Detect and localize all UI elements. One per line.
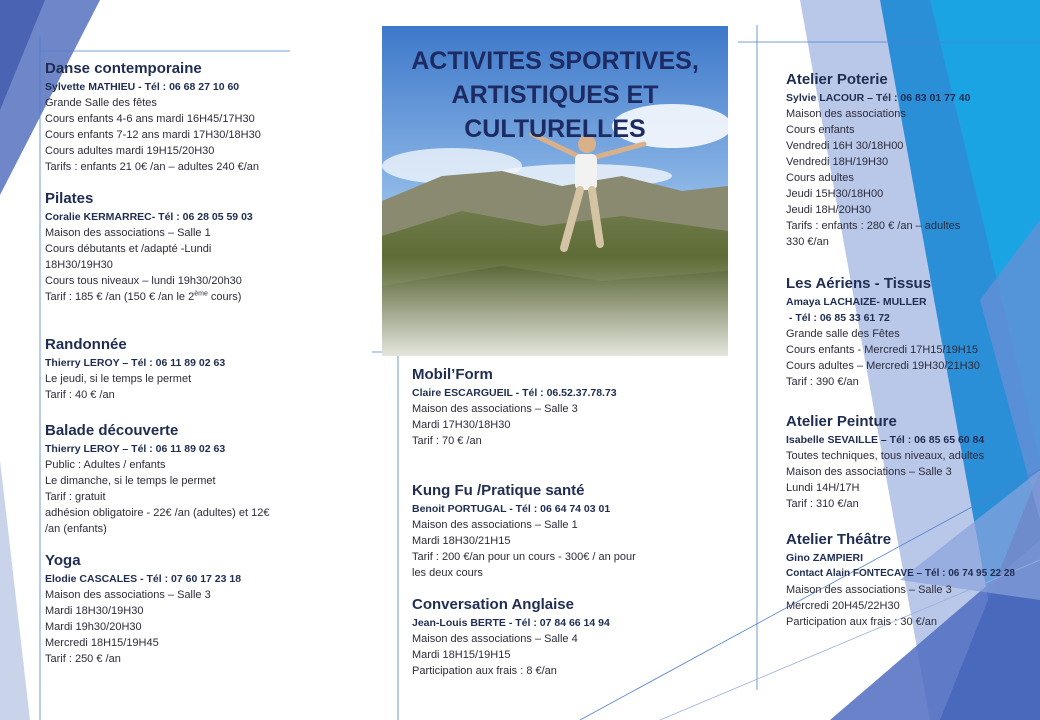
activity-contact: Sylvette MATHIEU - Tél : 06 68 27 10 60 [45,81,240,93]
activity-line: Maison des associations – Salle 3 [786,466,952,478]
activity-title: Atelier Poterie [786,71,888,88]
activity-line: Cours tous niveaux – lundi 19h30/20h30 [45,275,242,287]
activity-line: Tarif : 250 € /an [45,653,121,665]
activity-line: les deux cours [412,567,483,579]
right-column [786,70,1031,630]
activity-line: Maison des associations – Salle 4 [412,633,578,645]
activity-title: Yoga [45,552,81,569]
activity-contact: Benoit PORTUGAL - Tél : 06 64 74 03 01 [412,503,611,515]
activity-line: Maison des associations – Salle 3 [786,584,952,596]
activity-poterie [786,70,1031,250]
activity-line: Tarifs : enfants 21 0€ /an – adultes 240 €/an [45,161,260,173]
activity-theatre [786,530,1031,630]
tarif-text: Tarif : 185 € /an (150 € /an le 2 [45,291,195,303]
activity-line: Jeudi 18H/20H30 [786,204,872,216]
page-title [382,44,728,146]
activity-title: Atelier Peinture [786,413,897,430]
activity-line: Maison des associations – Salle 3 [45,589,211,601]
title-line-3: CULTURELLES [464,115,646,143]
activity-line: Tarif : 200 €/an pour un cours - 300€ / an pour [412,551,636,563]
activity-line: Jeudi 15H30/18H00 [786,188,884,200]
activity-line: Cours adultes – Mercredi 19H30/21H30 [786,360,980,372]
activity-title: Kung Fu /Pratique santé [412,482,585,499]
middle-column [412,365,697,679]
tarif-text-end: cours) [207,291,242,303]
activity-line: Public : Adultes / enfants [45,459,166,471]
activity-line: Le dimanche, si le temps le permet [45,475,216,487]
activity-line: Participation aux frais : 30 €/an [786,616,938,628]
activity-line: Grande salle des Fêtes [786,328,900,340]
activity-contact: Claire ESCARGUEIL - Tél : 06.52.37.78.73 [412,387,617,399]
activity-line: 330 €/an [786,236,829,248]
activity-title: Les Aériens - Tissus [786,275,932,292]
activity-peinture [786,412,1031,512]
activity-mobilform [412,365,697,449]
activity-line: Mardi 17H30/18H30 [412,419,511,431]
activity-contact-secondary: Contact Alain FONTECAVE – Tél : 06 74 95 22 28 [786,568,1015,579]
activity-line: Mardi 18H30/19H30 [45,605,144,617]
activity-line: Mercredi 20H45/22H30 [786,600,900,612]
activity-title: Pilates [45,190,94,207]
activity-line: Mardi 19h30/20H30 [45,621,142,633]
activity-tarif [45,289,310,305]
activity-line: Tarif : gratuit [45,491,106,503]
activity-title: Danse contemporaine [45,60,202,77]
activity-line: Cours enfants 7-12 ans mardi 17H30/18H30 [45,129,261,141]
activity-title: Mobil’Form [412,366,493,383]
activity-line: Tarif : 390 €/an [786,376,859,388]
activity-line: Vendredi 16H 30/18H00 [786,140,904,152]
activity-title: Conversation Anglaise [412,596,574,613]
activity-contact: Amaya LACHAIZE- MULLER [786,296,927,308]
activity-title: Balade découverte [45,422,179,439]
activity-contact: Gino ZAMPIERI [786,552,863,564]
activity-line: Tarif : 310 €/an [786,498,859,510]
activity-line: Toutes techniques, tous niveaux, adultes [786,450,985,462]
activity-contact: Thierry LEROY – Tél : 06 11 89 02 63 [45,357,226,369]
activity-line: Mardi 18H15/19H15 [412,649,511,661]
activity-line: Tarif : 40 € /an [45,389,115,401]
activity-anglais [412,595,697,679]
activity-pilates [45,189,310,305]
activity-contact: Isabelle SEVAILLE – Tél : 06 85 65 60 84 [786,434,985,446]
activity-line: Mercredi 18H15/19H45 [45,637,159,649]
activity-line: Cours enfants 4-6 ans mardi 16H45/17H30 [45,113,255,125]
activity-line: Le jeudi, si le temps le permet [45,373,192,385]
activity-kungfu [412,481,697,581]
activity-line: Grande Salle des fêtes [45,97,157,109]
activity-contact: Coralie KERMARREC- Tél : 06 28 05 59 03 [45,211,253,223]
activity-line: Tarif : 70 € /an [412,435,482,447]
activity-randonnee [45,335,310,403]
activity-phone: - Tél : 06 85 33 61 72 [786,312,890,324]
activity-line: Cours enfants [786,124,855,136]
activity-contact: Thierry LEROY – Tél : 06 11 89 02 63 [45,443,226,455]
tarif-superscript: ème [194,290,208,298]
title-line-2: ARTISTIQUES ET [451,81,659,109]
title-line-1: ACTIVITES SPORTIVES, [411,47,699,75]
activity-line: Lundi 14H/17H [786,482,860,494]
activity-line: Vendredi 18H/19H30 [786,156,889,168]
activity-title: Randonnée [45,336,127,353]
activity-line: /an (enfants) [45,523,107,535]
activity-line: Cours enfants - Mercredi 17H15/19H15 [786,344,978,356]
activity-line: Maison des associations – Salle 1 [45,227,211,239]
activity-line: 18H30/19H30 [45,259,113,271]
activity-line: Cours débutants et /adapté -Lundi [45,243,212,255]
left-column [45,59,310,667]
activity-line: Maison des associations – Salle 3 [412,403,578,415]
activity-line: Mardi 18H30/21H15 [412,535,511,547]
activity-line: adhésion obligatoire - 22€ /an (adultes) et 12€ [45,507,270,519]
activity-balade [45,421,310,537]
activity-line: Tarifs : enfants : 280 € /an – adultes [786,220,961,232]
activity-line: Participation aux frais : 8 €/an [412,665,557,677]
activity-danse [45,59,310,175]
activity-title: Atelier Théâtre [786,531,892,548]
activity-line: Maison des associations – Salle 1 [412,519,578,531]
activity-contact: Sylvie LACOUR – Tél : 06 83 01 77 40 [786,92,971,104]
activity-contact: Elodie CASCALES - Tél : 07 60 17 23 18 [45,573,242,585]
activity-yoga [45,551,310,667]
activity-aeriens [786,274,1031,390]
activity-contact: Jean-Louis BERTE - Tél : 07 84 66 14 94 [412,617,610,629]
activity-line: Maison des associations [786,108,906,120]
activity-line: Cours adultes mardi 19H15/20H30 [45,145,215,157]
activity-line: Cours adultes [786,172,854,184]
